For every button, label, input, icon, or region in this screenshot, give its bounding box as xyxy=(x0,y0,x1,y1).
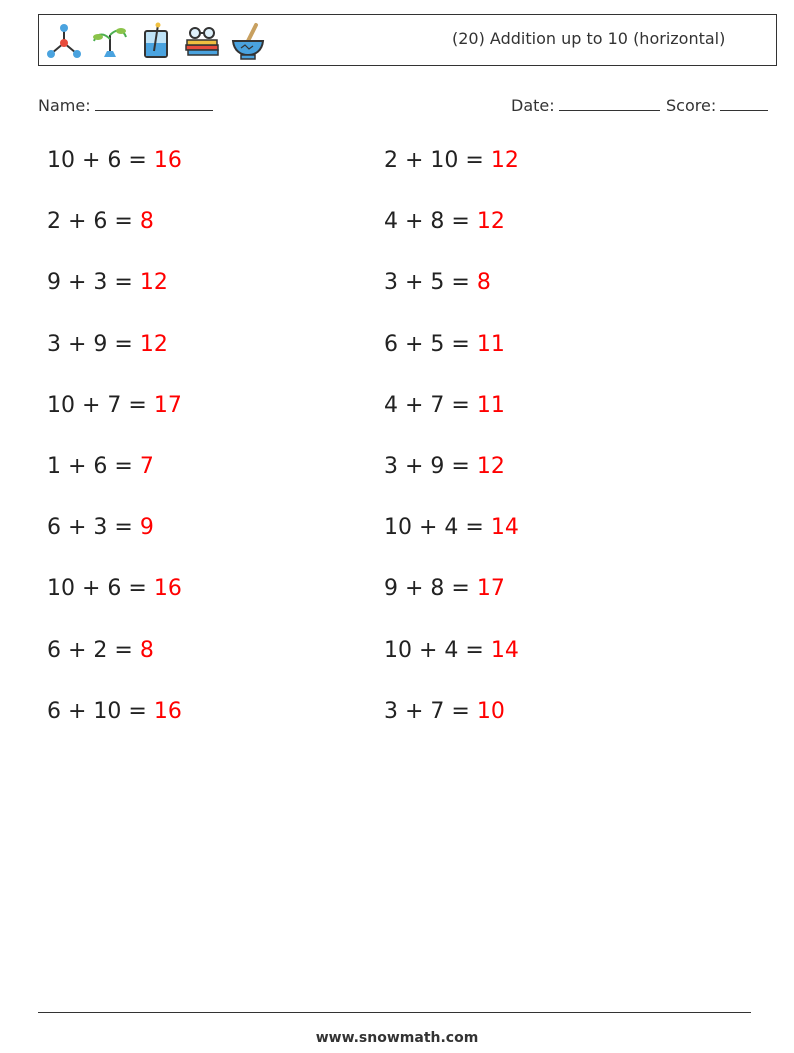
problem-row xyxy=(384,393,505,418)
problem-expression: 10 + 7 = xyxy=(47,393,154,418)
problem-row xyxy=(47,699,182,724)
problem-answer: 12 xyxy=(139,270,168,295)
footer-url: www.snowmath.com xyxy=(315,1030,479,1046)
problem-row xyxy=(384,454,505,479)
problem-expression: 6 + 10 = xyxy=(47,699,154,724)
problem-answer: 16 xyxy=(153,699,182,724)
problem-answer: 14 xyxy=(490,638,519,663)
name-field[interactable] xyxy=(38,94,213,115)
footer-divider xyxy=(38,1012,751,1013)
problem-answer: 9 xyxy=(139,515,154,540)
problem-row xyxy=(47,638,154,663)
problem-row xyxy=(384,209,505,234)
problem-row xyxy=(384,576,505,601)
problem-expression: 9 + 8 = xyxy=(384,576,477,601)
header-icons xyxy=(44,19,268,63)
problem-row xyxy=(47,209,154,234)
problem-answer: 8 xyxy=(139,638,154,663)
problem-answer: 16 xyxy=(153,576,182,601)
problem-answer: 8 xyxy=(476,270,491,295)
date-field[interactable] xyxy=(511,94,660,115)
problem-row xyxy=(384,270,491,295)
problem-row xyxy=(384,148,519,173)
problem-answer: 11 xyxy=(476,332,505,357)
problem-expression: 10 + 6 = xyxy=(47,148,154,173)
problem-expression: 3 + 9 = xyxy=(47,332,140,357)
problem-row xyxy=(47,148,182,173)
date-blank[interactable] xyxy=(559,94,660,111)
flask-plant-icon xyxy=(90,21,130,61)
problem-expression: 3 + 9 = xyxy=(384,454,477,479)
problem-row xyxy=(384,638,519,663)
problem-row xyxy=(47,270,168,295)
beaker-icon xyxy=(136,21,176,61)
problem-expression: 10 + 6 = xyxy=(47,576,154,601)
problem-answer: 7 xyxy=(139,454,154,479)
problem-answer: 14 xyxy=(490,515,519,540)
problem-expression: 6 + 3 = xyxy=(47,515,140,540)
problem-expression: 9 + 3 = xyxy=(47,270,140,295)
problem-answer: 8 xyxy=(139,209,154,234)
problem-answer: 17 xyxy=(476,576,505,601)
problem-row xyxy=(47,454,154,479)
problem-expression: 6 + 5 = xyxy=(384,332,477,357)
books-glasses-icon xyxy=(182,21,222,61)
name-blank[interactable] xyxy=(95,94,213,111)
score-label: Score: xyxy=(666,96,717,115)
problem-row xyxy=(47,332,168,357)
problem-expression: 2 + 6 = xyxy=(47,209,140,234)
problem-row xyxy=(47,576,182,601)
problem-answer: 12 xyxy=(490,148,519,173)
problem-answer: 12 xyxy=(139,332,168,357)
problem-expression: 10 + 4 = xyxy=(384,515,491,540)
problem-expression: 3 + 7 = xyxy=(384,699,477,724)
mortar-pestle-icon xyxy=(228,21,268,61)
molecule-icon xyxy=(44,21,84,61)
worksheet-title: (20) Addition up to 10 (horizontal) xyxy=(452,29,726,48)
problem-answer: 12 xyxy=(476,454,505,479)
problem-row xyxy=(47,393,182,418)
problem-answer: 17 xyxy=(153,393,182,418)
problem-answer: 11 xyxy=(476,393,505,418)
problem-expression: 4 + 7 = xyxy=(384,393,477,418)
problem-row xyxy=(384,699,505,724)
problem-row xyxy=(384,515,519,540)
problem-answer: 12 xyxy=(476,209,505,234)
worksheet-header xyxy=(38,14,777,66)
problem-expression: 4 + 8 = xyxy=(384,209,477,234)
problem-answer: 10 xyxy=(476,699,505,724)
score-blank[interactable] xyxy=(720,94,768,111)
problem-expression: 1 + 6 = xyxy=(47,454,140,479)
problem-expression: 6 + 2 = xyxy=(47,638,140,663)
problem-answer: 16 xyxy=(153,148,182,173)
problem-row xyxy=(384,332,505,357)
date-label: Date: xyxy=(511,96,555,115)
problem-expression: 10 + 4 = xyxy=(384,638,491,663)
problem-expression: 2 + 10 = xyxy=(384,148,491,173)
score-field[interactable] xyxy=(666,94,768,115)
problem-expression: 3 + 5 = xyxy=(384,270,477,295)
problem-row xyxy=(47,515,154,540)
name-label: Name: xyxy=(38,96,91,115)
